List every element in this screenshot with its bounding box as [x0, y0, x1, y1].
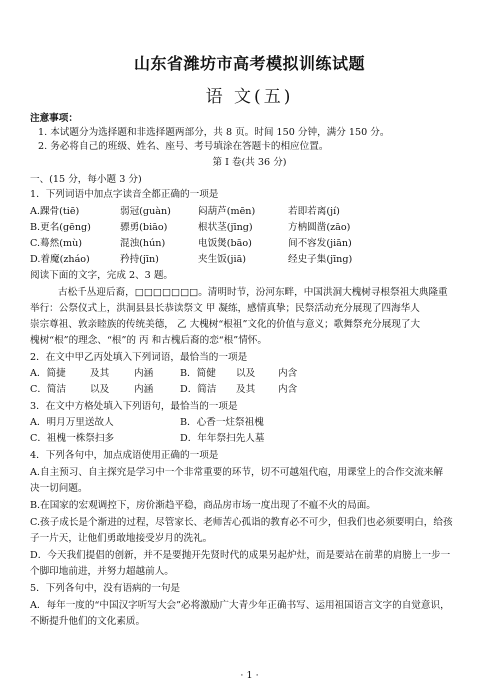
q1-cell: 骠勇(biāo) [120, 222, 168, 233]
q1-cell: B.更名(gēng) [30, 222, 91, 233]
notice-item-2: 2. 务必将自己的班级、姓名、座号、考号填涂在答题卡的相应位置。 [38, 141, 329, 152]
reading-intro: 阅读下面的文字，完成 2、3 题。 [30, 270, 174, 281]
q5-line: A．每年一度的“中国汉字听写大会”必将激励广大青少年正确书写、运用祖国语言文字的自觉意识， [30, 600, 450, 611]
q4-line: 决一切问题。 [30, 483, 88, 494]
q5-line: 不断提升他们的文化素质。 [30, 616, 146, 627]
passage-line: 槐树“根”的理念、“根”的 丙 和古槐后裔的恋“根”情怀。 [30, 335, 267, 346]
q2-cell: 内涵 [134, 368, 154, 379]
q2-cell: 以及 [90, 384, 110, 395]
exam-subtitle: 语 文(五) [205, 87, 294, 107]
q1-cell: 夹生饭(jiā) [198, 254, 247, 265]
q3-cell: B．心香一炷祭祖槐 [180, 417, 264, 428]
q1-cell: 混浊(hún) [120, 238, 166, 249]
exam-title: 山东省潍坊市高考模拟训练试题 [133, 54, 365, 73]
question-5-stem: 5．下列各句中，没有语病的一句是 [30, 583, 181, 594]
q1-cell: 矜持(jīn) [120, 254, 159, 265]
q2-cell: 及其 [90, 368, 110, 379]
passage-line: 崇宗尊祖、敦亲睦族的传统美德， 乙 大槐树“根祖”文化的价值与意义；歌舞祭充分展现了大 [30, 319, 421, 330]
q1-cell: 弱冠(guàn) [120, 206, 171, 217]
q2-cell: 及其 [236, 384, 256, 395]
notice-heading: 注意事项： [30, 113, 78, 124]
q2-cell: A．简捷 [30, 368, 66, 379]
q1-cell: 闷葫芦(mēn) [198, 206, 256, 217]
q2-cell: D．简洁 [180, 384, 217, 395]
q4-line: D．今天我们提倡的创新，并不是要抛开先贤时代的成果另起炉灶，而是要站在前辈的肩膀上一步一 [30, 550, 451, 561]
q1-cell: 电饭煲(bāo) [198, 238, 252, 249]
question-4-stem: 4．下列各句中，加点成语使用正确的一项是 [30, 450, 219, 461]
question-3-stem: 3．在文中方格处填入下列语句，最恰当的一项是 [30, 401, 238, 412]
section-title: 第 I 卷(共 36 分) [212, 157, 287, 168]
part-heading: 一、(15 分，每小题 3 分) [30, 174, 142, 185]
q4-line: B.在国家的宏观调控下，房价渐趋平稳，商品房市场一度出现了不瘟不火的局面。 [30, 500, 376, 511]
q1-cell: A.踝骨(tiē) [30, 206, 80, 217]
q2-cell: 内含 [278, 384, 298, 395]
q3-cell: D．年年祭扫先人墓 [180, 433, 265, 444]
q1-cell: 根状茎(jīng) [198, 222, 253, 233]
question-2-stem: 2．在文中甲乙丙处填入下列词语，最恰当的一项是 [30, 352, 248, 363]
passage-line: 古松千丛迎后裔，□□□□□□□。清明时节，汾河东畔，中国洪洞大槐树寻根祭祖大典隆重 [58, 287, 448, 298]
q3-cell: A．明月万里送故人 [30, 417, 114, 428]
q4-line: C.孩子成长是个渐进的过程，尽管家长、老师苦心孤诣的教育必不可少，但我们也必须要明白，给孩 [30, 517, 453, 528]
q1-cell: 若即若离(jí) [288, 206, 340, 217]
q1-cell: 经史子集(jīng) [288, 254, 353, 265]
q1-cell: 间不容发(jiān) [288, 238, 352, 249]
question-1-stem: 1．下列词语中加点字读音全都正确的一项是 [30, 189, 219, 200]
notice-item-1: 1. 本试题分为选择题和非选择题两部分，共 8 页。时间 150 分钟，满分 150 分。 [38, 127, 390, 138]
q1-cell: C.蓦然(mù) [30, 238, 82, 249]
page-number: · 1 · [240, 670, 259, 681]
q2-cell: 内含 [278, 368, 298, 379]
q4-line: A.自主预习、自主探究是学习中一个非常重要的环节，切不可越俎代庖，用课堂上的合作交流来解 [30, 467, 443, 478]
q2-cell: 以及 [236, 368, 256, 379]
passage-line: 举行：公祭仪式上，洪洞县县长恭读祭文 甲 凝练，感情真挚；民祭活动充分展现了四海华人 [30, 303, 420, 314]
q4-line: 个脚印地前进，并努力超越前人。 [30, 566, 174, 577]
q2-cell: B．简健 [180, 368, 216, 379]
q1-cell: 方枘圆凿(zāo) [288, 222, 351, 233]
q3-cell: C．祖槐一株祭扫多 [30, 433, 115, 444]
q4-line: 子一片天，让他们勇敢地接受岁月的洗礼。 [30, 533, 213, 544]
q2-cell: 内涵 [134, 384, 154, 395]
q1-cell: D.着魔(zháo) [30, 254, 90, 265]
q2-cell: C．简洁 [30, 384, 67, 395]
